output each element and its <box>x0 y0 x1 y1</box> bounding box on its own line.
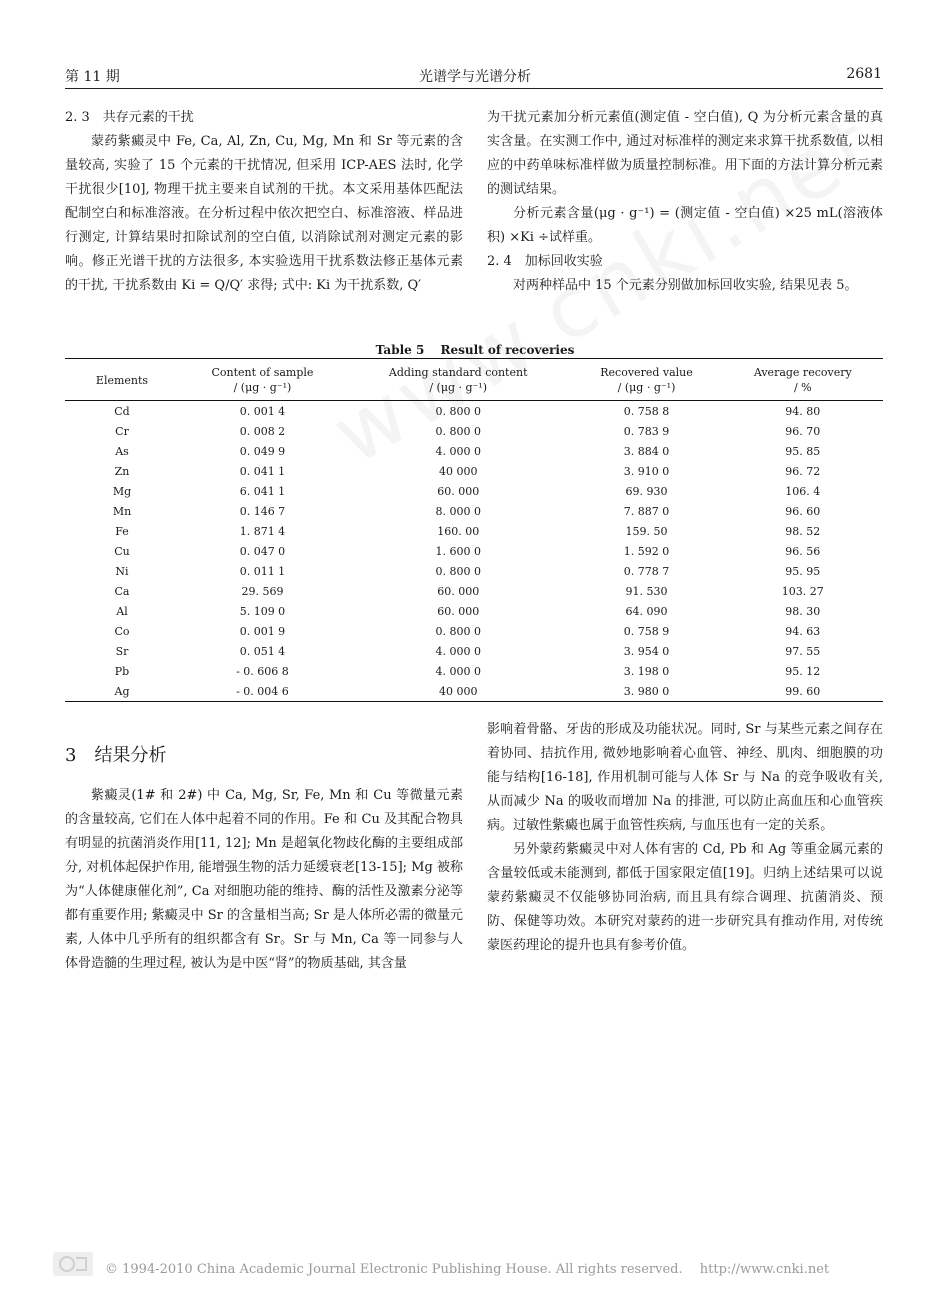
table-cell: 4. 000 0 <box>435 644 481 658</box>
table-cell: 96. 56 <box>785 544 821 558</box>
header-page-number: 2681 <box>846 66 882 82</box>
table-cell: 103. 27 <box>781 584 824 598</box>
table-row <box>65 481 883 501</box>
formula-content: 分析元素含量(μg · g⁻¹) = (测定值 - 空白值) ×25 mL(溶液体积) ×Ki ÷试样重。 <box>487 206 883 245</box>
table-cell: 96. 70 <box>785 424 821 438</box>
table-cell: 69. 930 <box>625 484 668 498</box>
section-heading-2-4: 2. 4 加标回收实验 <box>487 254 603 269</box>
table-cell: 0. 758 9 <box>623 624 670 638</box>
table-header-cell: Recovered value / (μg · g⁻¹) <box>600 366 693 394</box>
paragraph-results-continued: 影响着骨骼、牙齿的形成及功能状况。同时, Sr 与某些元素之间存在着协同、拮抗作用, 微妙地影响着心血管、神经、肌肉、细胞膜的功能与结构[16-18], 作用机制可能与人体 Sr 与 Na 的竞争吸收有关, 从而减少 Na 的吸收而增加 Na 的排泄, 可以防止高血压和心血管疾病。过敏性紫癜也属于血管性疾病, 与血压也有一定的关系。 <box>487 722 883 833</box>
element-cell: Fe <box>115 524 129 538</box>
paragraph-heavy-metals: 另外蒙药紫癜灵中对人体有害的 Cd, Pb 和 Ag 等重金属元素的含量较低或未能测到, 都低于国家限定值[19]。归纳上述结果可以说蒙药紫癜灵不仅能够协同治病, 而且具有综合调理、抗菌消炎、预防、保健等功效。本研究对蒙药的进一步研究具有推动作用, 对传统蒙医药理论的提升也具有参考价值。 <box>487 842 883 953</box>
element-cell: Cr <box>115 424 129 438</box>
table-cell: 3. 980 0 <box>623 684 670 698</box>
table-cell: 0. 041 1 <box>239 464 286 478</box>
table-cell: 40 000 <box>438 464 478 478</box>
table-row <box>65 621 883 641</box>
table-cell: 0. 051 4 <box>239 644 286 658</box>
table-cell: 96. 72 <box>785 464 821 478</box>
table-body <box>65 401 883 702</box>
table-cell: 29. 569 <box>241 584 284 598</box>
right-column-bottom <box>487 718 883 958</box>
element-cell: Mg <box>112 484 132 498</box>
element-cell: Zn <box>114 464 130 478</box>
table-cell: 60. 000 <box>437 604 480 618</box>
table-cell: 1. 592 0 <box>623 544 670 558</box>
table-header-cell: Content of sample / (μg · g⁻¹) <box>211 366 314 394</box>
table-cell: 5. 109 0 <box>239 604 286 618</box>
element-cell: Mn <box>112 504 132 518</box>
table-cell: 96. 60 <box>785 504 821 518</box>
header-journal-title: 光谱学与光谱分析 <box>419 69 531 85</box>
paragraph-recovery: 对两种样品中 15 个元素分别做加标回收实验, 结果见表 5。 <box>513 278 858 293</box>
element-cell: Co <box>114 624 130 638</box>
table-cell: 0. 758 8 <box>623 404 670 418</box>
table-cell: 0. 800 0 <box>435 424 481 438</box>
table-cell: 97. 55 <box>785 644 821 658</box>
table-cell: 98. 52 <box>785 524 821 538</box>
table-row <box>65 601 883 621</box>
table-cell: 4. 000 0 <box>435 664 481 678</box>
element-cell: Pb <box>114 664 130 678</box>
table-row <box>65 521 883 541</box>
table-row <box>65 561 883 581</box>
right-column-top <box>487 106 883 298</box>
left-column-top <box>65 106 463 298</box>
table-cell: 0. 778 7 <box>623 564 670 578</box>
table-cell: 0. 800 0 <box>435 404 481 418</box>
left-column-bottom <box>65 742 463 976</box>
element-cell: Al <box>116 604 128 618</box>
element-cell: Sr <box>115 644 129 658</box>
table-row <box>65 401 883 422</box>
table-row <box>65 681 883 702</box>
table-cell: 60. 000 <box>437 484 480 498</box>
table-cell: 95. 85 <box>785 444 821 458</box>
table-cell: 60. 000 <box>437 584 480 598</box>
table-cell: 0. 049 9 <box>239 444 286 458</box>
table-cell: 0. 001 4 <box>239 404 286 418</box>
table-row <box>65 421 883 441</box>
table-cell: 94. 80 <box>785 404 821 418</box>
table-cell: 98. 30 <box>785 604 821 618</box>
table-cell: 99. 60 <box>785 684 821 698</box>
table-cell: 7. 887 0 <box>623 504 670 518</box>
table-cell: 160. 00 <box>437 524 480 538</box>
table-row <box>65 541 883 561</box>
table-cell: 159. 50 <box>625 524 668 538</box>
table-header-cell: Elements <box>95 373 149 387</box>
table-cell: 4. 000 0 <box>435 444 481 458</box>
table-cell: 3. 198 0 <box>623 664 670 678</box>
paragraph-interference-continued: 为干扰元素加分析元素值(测定值 - 空白值), Q 为分析元素含量的真实含量。在实测工作中, 通过对标准样的测定来求算干扰系数值, 以相应的中药单味标准样做为质量控制标准。用下面的方法计算分析元素的测试结果。 <box>487 110 883 197</box>
table-cell: 3. 910 0 <box>623 464 670 478</box>
table-cell: 0. 800 0 <box>435 564 481 578</box>
table-cell: - 0. 606 8 <box>236 664 289 678</box>
element-cell: Ca <box>114 584 130 598</box>
header-divider <box>65 88 883 89</box>
table-header-cell: Average recovery / % <box>753 366 852 394</box>
element-cell: Ag <box>114 684 130 698</box>
header-issue: 第 11 期 <box>65 69 120 85</box>
table-cell: 1. 871 4 <box>239 524 286 538</box>
table-title: Table 5 Result of recoveries <box>375 343 575 357</box>
copyright-footer: © 1994-2010 China Academic Journal Electronic Publishing House. All rights reserved. http://www.cnki.net <box>105 1262 830 1277</box>
table-cell: 0. 008 2 <box>239 424 286 438</box>
cnki-logo-icon <box>52 1250 94 1278</box>
table-cell: 6. 041 1 <box>239 484 286 498</box>
table-cell: 0. 800 0 <box>435 624 481 638</box>
element-cell: Cd <box>114 404 130 418</box>
table-cell: 3. 954 0 <box>623 644 670 658</box>
table-row <box>65 641 883 661</box>
table-cell: 95. 12 <box>785 664 821 678</box>
table-header-cell: Adding standard content / (μg · g⁻¹) <box>388 366 528 394</box>
section-heading-2-3: 2. 3 共存元素的干扰 <box>65 110 194 125</box>
table-cell: 0. 047 0 <box>239 544 286 558</box>
table-cell: 0. 783 9 <box>623 424 670 438</box>
table-row <box>65 581 883 601</box>
table-row <box>65 661 883 681</box>
table-cell: 0. 011 1 <box>239 564 286 578</box>
element-cell: As <box>115 444 129 458</box>
element-cell: Cu <box>114 544 130 558</box>
table-cell: 94. 63 <box>785 624 821 638</box>
table-cell: 91. 530 <box>625 584 668 598</box>
table-cell: - 0. 004 6 <box>236 684 289 698</box>
table-cell: 0. 146 7 <box>239 504 286 518</box>
table-header-row <box>65 359 883 401</box>
paragraph-results: 紫癜灵(1# 和 2#) 中 Ca, Mg, Sr, Fe, Mn 和 Cu 等微量元素的含量较高, 它们在人体中起着不同的作用。Fe 和 Cu 及其配合物具有明显的抗菌消炎作用[11, 12]; Mn 是超氧化物歧化酶的主要组成部分, 对机体起保护作用, 能增强生物的活力延缓衰老[13-15]; Mg 被称为“人体健康催化剂”, Ca 对细胞功能的维持、酶的活性及激素分泌等都有重要作用; 紫癜灵中 Sr 的含量相当高; Sr 是人体所必需的微量元素, 人体中几乎所有的组织都含有 Sr。Sr 与 Mn, Ca 等一同参与人体骨造髓的生理过程, 被认为是中医“肾”的物质基础, 其含量 <box>65 788 463 971</box>
table-cell: 0. 001 9 <box>239 624 286 638</box>
section-heading-3: 3 结果分析 <box>65 745 167 766</box>
table-cell: 95. 95 <box>785 564 821 578</box>
table-row <box>65 501 883 521</box>
table-cell: 3. 884 0 <box>623 444 670 458</box>
table-cell: 64. 090 <box>625 604 668 618</box>
table-row <box>65 461 883 481</box>
table-row <box>65 441 883 461</box>
table-cell: 1. 600 0 <box>435 544 481 558</box>
paragraph-interference: 蒙药紫癜灵中 Fe, Ca, Al, Zn, Cu, Mg, Mn 和 Sr 等元素的含量较高, 实验了 15 个元素的干扰情况, 但采用 ICP-AES 法时, 化学干扰很少[10], 物理干扰主要来自试剂的干扰。本文采用基体匹配法配制空白和标准溶液。在分析过程中依次把空白、标准溶液、样品进行测定, 计算结果时扣除试剂的空白值, 以消除试剂对测定元素的影响。修正光谱干扰的方法很多, 本实验选用干扰系数法修正基体元素的干扰, 干扰系数由 Ki = Q/Q′ 求得; 式中: Ki 为干扰系数, Q′ <box>65 134 463 293</box>
element-cell: Ni <box>115 564 129 578</box>
recovery-table <box>65 358 883 702</box>
table-cell: 106. 4 <box>785 484 821 498</box>
table-cell: 40 000 <box>438 684 478 698</box>
table-cell: 8. 000 0 <box>435 504 481 518</box>
